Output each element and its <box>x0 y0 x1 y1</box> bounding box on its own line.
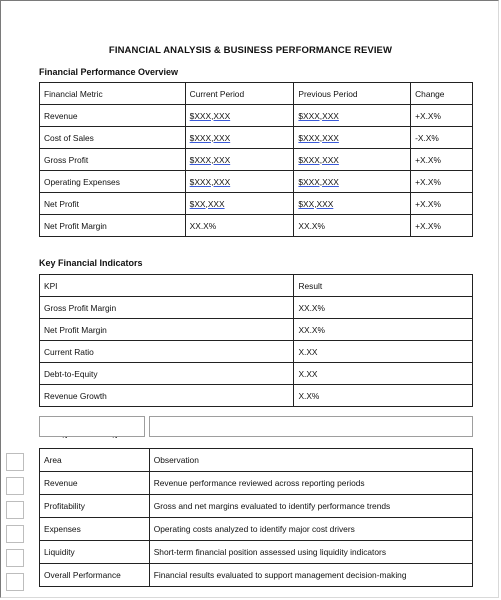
current-value-cell: $XXX,XXX <box>189 154 231 165</box>
table-row <box>40 518 473 541</box>
row-checkbox[interactable] <box>6 453 24 471</box>
key-indicators-heading: Key Financial Indicators <box>39 258 143 268</box>
key-indicators-table <box>39 274 473 407</box>
table-row <box>40 215 473 237</box>
current-value-cell: $XXX,XXX <box>189 176 231 187</box>
table-row <box>40 171 473 193</box>
area-cell: Overall Performance <box>40 564 150 587</box>
observation-cell: Gross and net margins evaluated to identify performance trends <box>149 495 472 518</box>
table-row <box>40 341 473 363</box>
performance-overview-heading: Financial Performance Overview <box>39 67 179 77</box>
change-cell: +X.X% <box>411 171 473 193</box>
change-cell: -X.X% <box>411 127 473 149</box>
table-row <box>40 297 473 319</box>
text-cursor-mark <box>472 500 473 512</box>
row-checkbox[interactable] <box>6 549 24 567</box>
area-cell: Revenue <box>40 472 150 495</box>
change-cell: +X.X% <box>411 105 473 127</box>
table-row <box>40 127 473 149</box>
table-row <box>40 541 473 564</box>
table-row <box>40 385 473 407</box>
area-cell: Liquidity <box>40 541 150 564</box>
table-header-row <box>40 83 473 105</box>
table-header-row <box>40 275 473 297</box>
metric-cell: Net Profit Margin <box>40 215 186 237</box>
table-row <box>40 193 473 215</box>
change-cell: +X.X% <box>411 215 473 237</box>
current-value-cell: $XX,XXX <box>189 198 225 209</box>
table-row <box>40 564 473 587</box>
change-cell: +X.X% <box>411 193 473 215</box>
table-row <box>40 105 473 127</box>
result-cell: X.X% <box>294 385 473 407</box>
previous-value-cell: $XXX,XXX <box>298 176 339 187</box>
table-row <box>40 149 473 171</box>
kpi-cell: Gross Profit Margin <box>40 297 294 319</box>
result-cell: X.XX <box>294 341 473 363</box>
previous-value-cell: $XXX,XXX <box>298 110 339 121</box>
observation-cell: Short-term financial position assessed using liquidity indicators <box>149 541 472 564</box>
column-header: KPI <box>40 275 294 297</box>
current-value-cell: XX.X% <box>185 215 294 237</box>
column-header: Observation <box>149 449 472 472</box>
table-row <box>40 472 473 495</box>
table-row <box>40 495 473 518</box>
metric-cell: Operating Expenses <box>40 171 186 193</box>
table-header-row <box>40 449 473 472</box>
result-cell: XX.X% <box>294 297 473 319</box>
management-insights-table <box>39 448 473 587</box>
previous-value-cell: $XXX,XXX <box>298 154 339 165</box>
row-checkbox[interactable] <box>6 573 24 591</box>
row-checkbox[interactable] <box>6 525 24 543</box>
row-checkbox[interactable] <box>6 501 24 519</box>
previous-value-cell: XX.X% <box>294 215 411 237</box>
row-checkbox[interactable] <box>6 477 24 495</box>
metric-cell: Net Profit <box>40 193 186 215</box>
area-cell: Profitability <box>40 495 150 518</box>
metric-cell: Cost of Sales <box>40 127 186 149</box>
observation-cell: Revenue performance reviewed across reporting periods <box>149 472 472 495</box>
column-header: Financial Metric <box>40 83 186 105</box>
result-cell: XX.X% <box>294 319 473 341</box>
observation-cell: Operating costs analyzed to identify major cost drivers <box>149 518 472 541</box>
result-cell: X.XX <box>294 363 473 385</box>
kpi-cell: Current Ratio <box>40 341 294 363</box>
column-header: Result <box>294 275 473 297</box>
form-field-box[interactable] <box>149 416 473 437</box>
kpi-cell: Net Profit Margin <box>40 319 294 341</box>
kpi-cell: Debt-to-Equity <box>40 363 294 385</box>
current-value-cell: $XXX,XXX <box>189 110 231 121</box>
column-header: Previous Period <box>294 83 411 105</box>
change-cell: +X.X% <box>411 149 473 171</box>
performance-overview-table <box>39 82 473 237</box>
kpi-cell: Revenue Growth <box>40 385 294 407</box>
column-header: Change <box>411 83 473 105</box>
previous-value-cell: $XX,XXX <box>298 198 334 209</box>
column-header: Area <box>40 449 150 472</box>
previous-value-cell: $XXX,XXX <box>298 132 339 143</box>
document-title: FINANCIAL ANALYSIS & BUSINESS PERFORMANCE REVIEW <box>108 45 393 56</box>
form-field-box[interactable] <box>39 416 145 437</box>
area-cell: Expenses <box>40 518 150 541</box>
table-row <box>40 363 473 385</box>
metric-cell: Revenue <box>40 105 186 127</box>
metric-cell: Gross Profit <box>40 149 186 171</box>
observation-cell: Financial results evaluated to support management decision-making <box>149 564 472 587</box>
current-value-cell: $XXX,XXX <box>189 132 231 143</box>
table-row <box>40 319 473 341</box>
column-header: Current Period <box>185 83 294 105</box>
